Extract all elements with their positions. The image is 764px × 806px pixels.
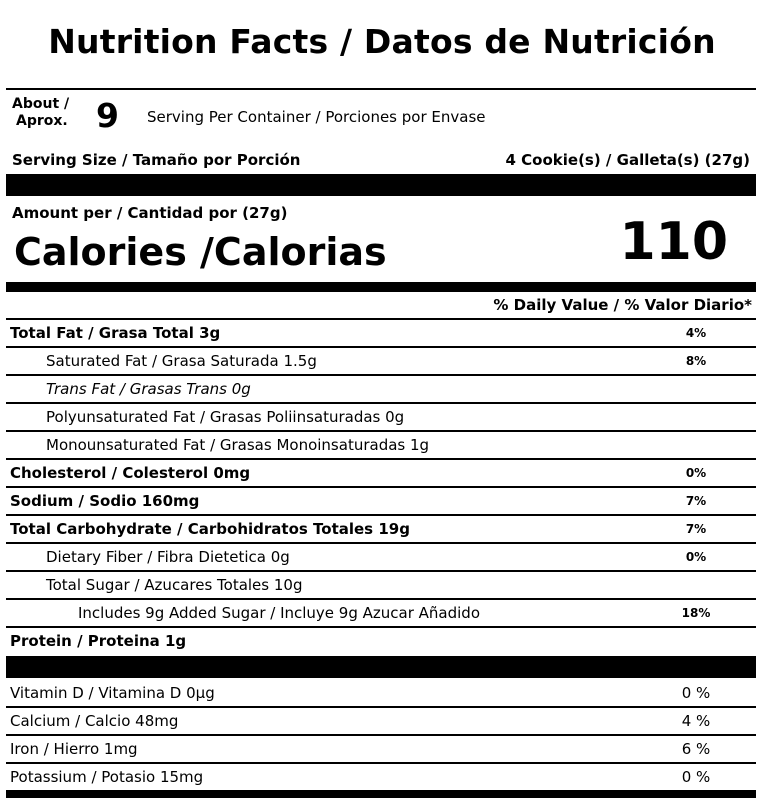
nutrient-row <box>6 348 756 376</box>
nutrient-row <box>6 432 756 460</box>
vitamin-percent: 6 % <box>681 740 711 758</box>
daily-value-percent: 18% <box>681 606 711 620</box>
about-label-en: About / <box>12 96 70 112</box>
nutrient-row <box>6 404 756 432</box>
daily-value-percent: 0% <box>685 550 707 564</box>
daily-value-percent: 8% <box>685 354 707 368</box>
thick-rule-3 <box>6 656 756 678</box>
nutrient-label: Dietary Fiber / Fibra Dietetica 0g <box>46 548 290 566</box>
calories-value: 110 <box>619 212 728 272</box>
nutrient-label: Includes 9g Added Sugar / Incluye 9g Azucar Añadido <box>78 604 480 622</box>
nutrient-label: Total Carbohydrate / Carbohidratos Totales 19g <box>10 520 410 538</box>
nutrient-label: Saturated Fat / Grasa Saturada 1.5g <box>46 352 317 370</box>
nutrient-label: Cholesterol / Colesterol 0mg <box>10 464 251 482</box>
daily-value-percent: 7% <box>685 494 707 508</box>
panel-title: Nutrition Facts / Datos de Nutrición <box>48 22 716 61</box>
nutrient-row <box>6 320 756 348</box>
vitamin-percent: 0 % <box>681 768 711 786</box>
bottom-rule <box>6 790 756 798</box>
nutrient-label: Total Sugar / Azucares Totales 10g <box>46 576 303 594</box>
nutrient-row <box>6 376 756 404</box>
vitamin-percent: 4 % <box>681 712 711 730</box>
servings-count: 9 <box>96 96 119 135</box>
nutrient-row <box>6 628 756 656</box>
vitamin-label: Vitamin D / Vitamina D 0µg <box>10 684 215 702</box>
vitamin-label: Potassium / Potasio 15mg <box>10 768 204 786</box>
nutrient-label: Trans Fat / Grasas Trans 0g <box>46 380 251 398</box>
nutrient-label: Polyunsaturated Fat / Grasas Poliinsaturadas 0g <box>46 408 405 426</box>
daily-value-header: % Daily Value / % Valor Diario* <box>493 296 752 314</box>
vitamin-row <box>6 736 756 764</box>
vitamin-label: Iron / Hierro 1mg <box>10 740 138 758</box>
nutrient-row <box>6 600 756 628</box>
daily-value-percent: 7% <box>685 522 707 536</box>
calories-label: Calories /Calorias <box>14 230 387 274</box>
nutrient-row <box>6 516 756 544</box>
daily-value-percent: 4% <box>685 326 707 340</box>
about-label <box>12 96 69 130</box>
amount-per-label: Amount per / Cantidad por (27g) <box>12 204 288 222</box>
nutrient-label: Sodium / Sodio 160mg <box>10 492 200 510</box>
serving-size-value: 4 Cookie(s) / Galleta(s) (27g) <box>505 151 750 169</box>
top-rule <box>6 88 756 90</box>
nutrient-row <box>6 488 756 516</box>
about-label-es: Aprox. <box>16 113 68 129</box>
vitamin-row <box>6 680 756 708</box>
vitamin-label: Calcium / Calcio 48mg <box>10 712 179 730</box>
vitamin-percent: 0 % <box>681 684 711 702</box>
nutrient-row <box>6 572 756 600</box>
vitamin-row <box>6 708 756 736</box>
daily-value-percent: 0% <box>685 466 707 480</box>
vitamin-row <box>6 764 756 792</box>
servings-label: Serving Per Container / Porciones por Envase <box>147 108 486 126</box>
nutrient-row <box>6 544 756 572</box>
nutrient-label: Total Fat / Grasa Total 3g <box>10 324 221 342</box>
serving-size-label: Serving Size / Tamaño por Porción <box>12 151 301 169</box>
nutrient-label: Protein / Proteina 1g <box>10 632 187 650</box>
nutrient-row <box>6 460 756 488</box>
thick-rule-2 <box>6 282 756 292</box>
thick-rule-1 <box>6 174 756 196</box>
nutrient-label: Monounsaturated Fat / Grasas Monoinsaturadas 1g <box>46 436 430 454</box>
